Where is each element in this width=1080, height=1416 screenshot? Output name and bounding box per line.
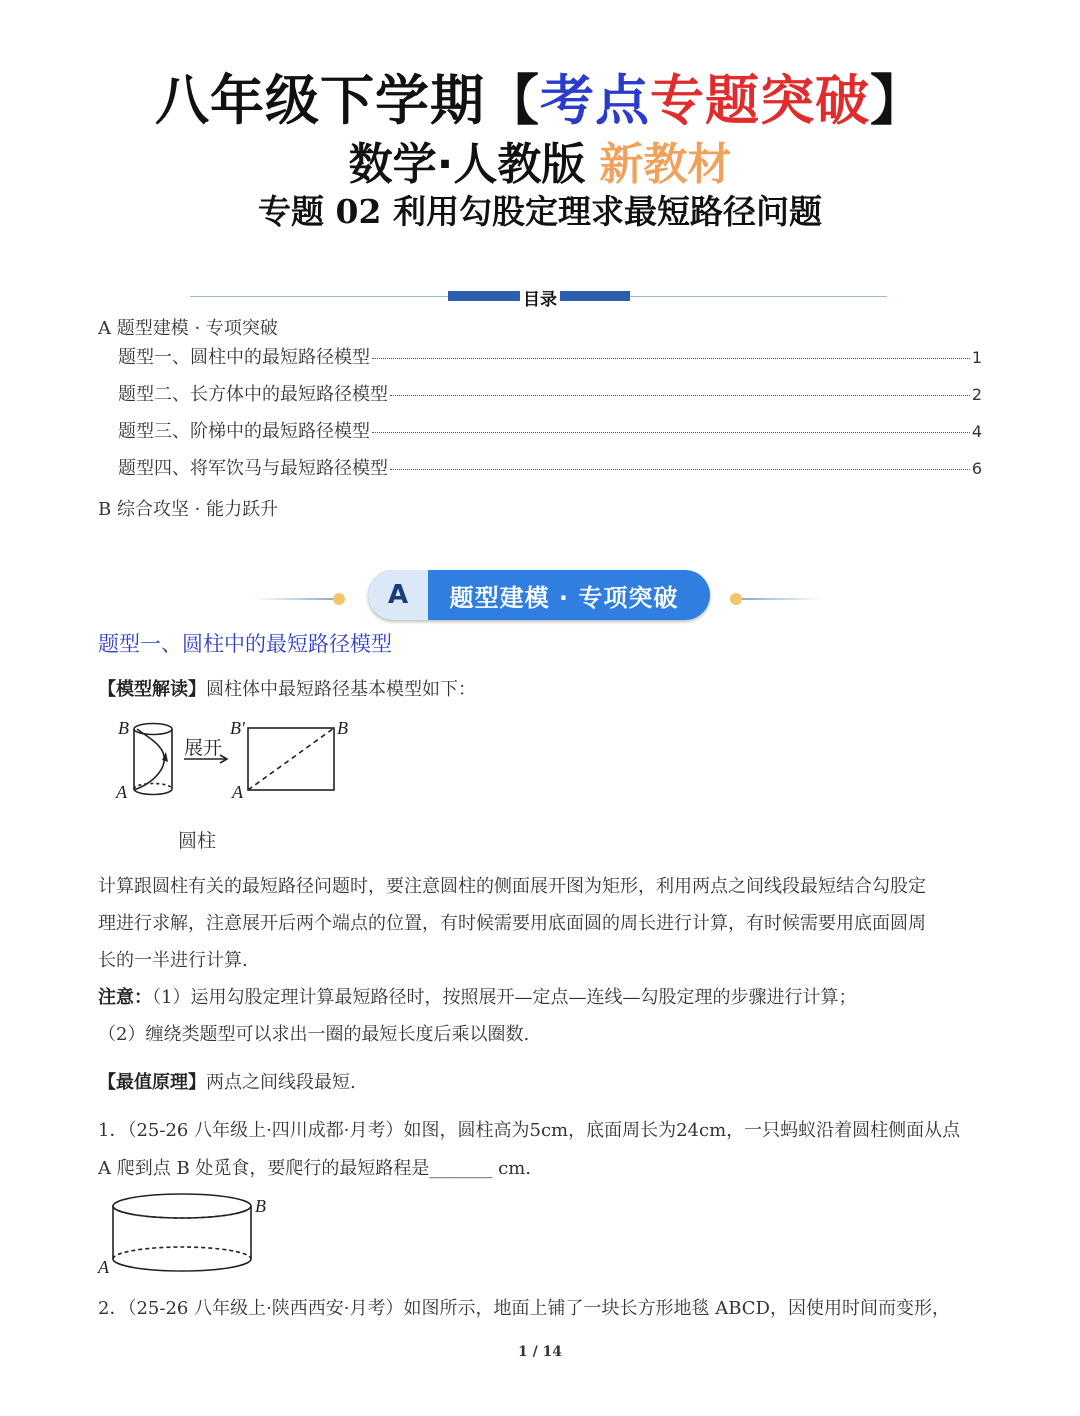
banner-text: 题型建模 · 专项突破	[449, 583, 679, 612]
q1-label-b: B	[255, 1196, 266, 1216]
cylinder-bottom-front	[113, 1259, 251, 1271]
banner-line-left	[255, 598, 335, 600]
unfold-diagonal	[248, 728, 334, 790]
question-1-line-1: 1．（25-26 八年级上·四川成都·月考）如图，圆柱高为5cm，底面周长为24cm，一只蚂蚁沿着圆柱侧面从点	[98, 1120, 961, 1141]
toc-item-label: 题型二、长方体中的最短路径模型	[118, 384, 388, 405]
model-text: 圆柱体中最短路径基本模型如下：	[206, 679, 476, 700]
question-1-cylinder-figure	[94, 1186, 284, 1282]
page-number: 1 / 14	[517, 1344, 563, 1360]
cylinder-bottom-front	[134, 789, 172, 795]
toc-item-page: 2	[971, 385, 982, 404]
banner-dot-left	[333, 593, 345, 605]
title-grade: 八年级下学期	[155, 69, 485, 132]
model-tag: 【模型解读】	[98, 679, 206, 700]
q1-label-a: A	[98, 1257, 109, 1277]
title-bracket-close: 】	[870, 69, 925, 132]
section-title: 题型一、圆柱中的最短路径模型	[98, 632, 392, 656]
toc-item-label: 题型四、将军饮马与最短路径模型	[118, 458, 388, 479]
document-subtitle	[0, 128, 1080, 192]
title-keypoint: 考点	[540, 69, 650, 132]
note-line-2: （2）缠绕类题型可以求出一圈的最短长度后乘以圈数.	[98, 1024, 530, 1045]
toc-item-page: 4	[971, 422, 982, 441]
fig-unfold-text: 展开	[184, 737, 223, 759]
toc-leader-dots	[372, 432, 970, 433]
cylinder-spiral-path	[134, 729, 164, 790]
topic-title: 专题 02 利用勾股定理求最短路径问题	[258, 192, 822, 231]
fig-label-b-right: B	[337, 718, 348, 738]
toc-item-page: 1	[971, 348, 982, 367]
question-1-line-2: A 爬到点 B 处觅食，要爬行的最短路程是_______ cm.	[98, 1158, 531, 1179]
explain-line: 计算跟圆柱有关的最短路径问题时，要注意圆柱的侧面展开图为矩形，利用两点之间线段最短结合勾股定	[98, 876, 926, 897]
banner-dot-right	[730, 593, 742, 605]
principle-tag: 【最值原理】	[98, 1072, 206, 1093]
model-intro	[98, 675, 476, 701]
note-line-1	[98, 983, 856, 1009]
explain-line: 理进行求解，注意展开后两个端点的位置，有时候需要用底面圆的周长进行计算，有时候需要用底面圆周	[98, 913, 926, 934]
principle-text: 两点之间线段最短.	[206, 1072, 356, 1093]
fig-label-b-prime: B′	[230, 718, 245, 738]
section-banner	[368, 570, 710, 620]
fig-label-b: B	[118, 718, 129, 738]
toc-leader-dots	[390, 395, 970, 396]
toc-item-label: 题型三、阶梯中的最短路径模型	[118, 421, 370, 442]
toc-item[interactable]	[118, 454, 982, 480]
explain-line: 长的一半进行计算.	[98, 950, 248, 971]
toc-item-label: 题型一、圆柱中的最短路径模型	[118, 347, 370, 368]
title-bracket-open: 【	[485, 69, 540, 132]
principle-line	[98, 1068, 356, 1094]
toc-heading: 目录	[520, 285, 560, 310]
toc-section-b: B 综合攻坚 · 能力跃升	[98, 499, 279, 520]
figure-caption: 圆柱	[178, 830, 217, 852]
title-breakthrough: 专题突破	[650, 69, 870, 132]
banner-line-right	[742, 598, 822, 600]
question-2-line-1: 2．（25-26 八年级上·陕西西安·月考）如图所示，地面上铺了一块长方形地毯 ABCD，因使用时间而变形，	[98, 1298, 950, 1319]
fig-label-a-right: A	[232, 782, 243, 802]
subtitle-edition: 数学·人教版	[348, 139, 586, 190]
cylinder-top-dashed	[113, 1206, 251, 1218]
banner-letter: A	[368, 570, 428, 620]
toc-item[interactable]	[118, 343, 982, 369]
toc-item[interactable]	[118, 380, 982, 406]
note-tag: 注意：	[98, 987, 152, 1008]
cylinder-top-ellipse	[134, 724, 172, 735]
subtitle-new-textbook: 新教材	[599, 139, 732, 190]
cylinder-unfold-figure	[110, 712, 360, 804]
toc-item-page: 6	[971, 459, 982, 478]
note-1-text: （1）运用勾股定理计算最短路径时，按照展开—定点—连线—勾股定理的步骤进行计算；	[152, 987, 857, 1008]
cylinder-bottom-back	[113, 1247, 251, 1259]
fig-label-a: A	[116, 782, 127, 802]
toc-item[interactable]	[118, 417, 982, 443]
toc-leader-dots	[372, 358, 970, 359]
document-title	[0, 58, 1080, 135]
toc-section-a: A 题型建模 · 专项突破	[98, 318, 278, 339]
toc-leader-dots	[390, 469, 970, 470]
